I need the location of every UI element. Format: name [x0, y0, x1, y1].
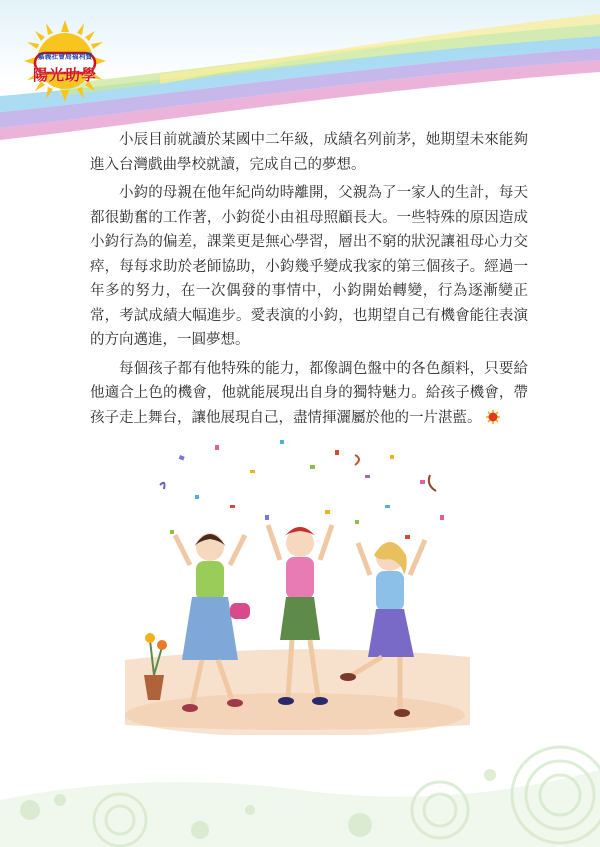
end-mark-icon — [486, 410, 500, 424]
dancing-girls-illustration — [120, 425, 480, 735]
paragraph-3-text: 每個孩子都有他特殊的能力，都像調色盤中的各色顏料，只要給他適合上色的機會，他就能展現出自身的獨特魅力。給孩子機會，帶孩子走上舞台，讓他展現自己，盡情揮灑屬於他的一片湛藍。 — [90, 360, 528, 426]
confetti-decoration — [160, 440, 444, 539]
paragraph-1: 小辰目前就讀於某國中二年級，成績名列前茅，她期望未來能夠進入台灣戲曲學校就讀，完成自己的夢想。 — [90, 132, 528, 173]
paragraph-3 — [90, 357, 528, 431]
logo-org-text: 嘉義社會局福利費 — [37, 52, 93, 61]
sunshine-scholarship-logo — [22, 18, 108, 104]
bottom-circle-decoration — [0, 690, 600, 847]
article-body — [90, 128, 528, 434]
paragraph-2: 小鈞的母親在他年紀尚幼時離開，父親為了一家人的生計，每天都很勤奮的工作著，小鈞從小由祖母照顧長大。一些特殊的原因造成小鈞行為的偏差，課業更是無心學習，層出不窮的狀況讓祖母心力交瘁，每每求助於老師協助，小鈞幾乎變成我家的第三個孩子。經過一年多的努力，在一次偶發的事情中，小鈞開始轉變，行為逐漸變正常，考試成績大幅進步。愛表演的小鈞，也期望自己有機會能往表演的方向邁進，一圓夢想。 — [90, 185, 528, 348]
logo-title: 陽光助學 — [32, 66, 97, 84]
